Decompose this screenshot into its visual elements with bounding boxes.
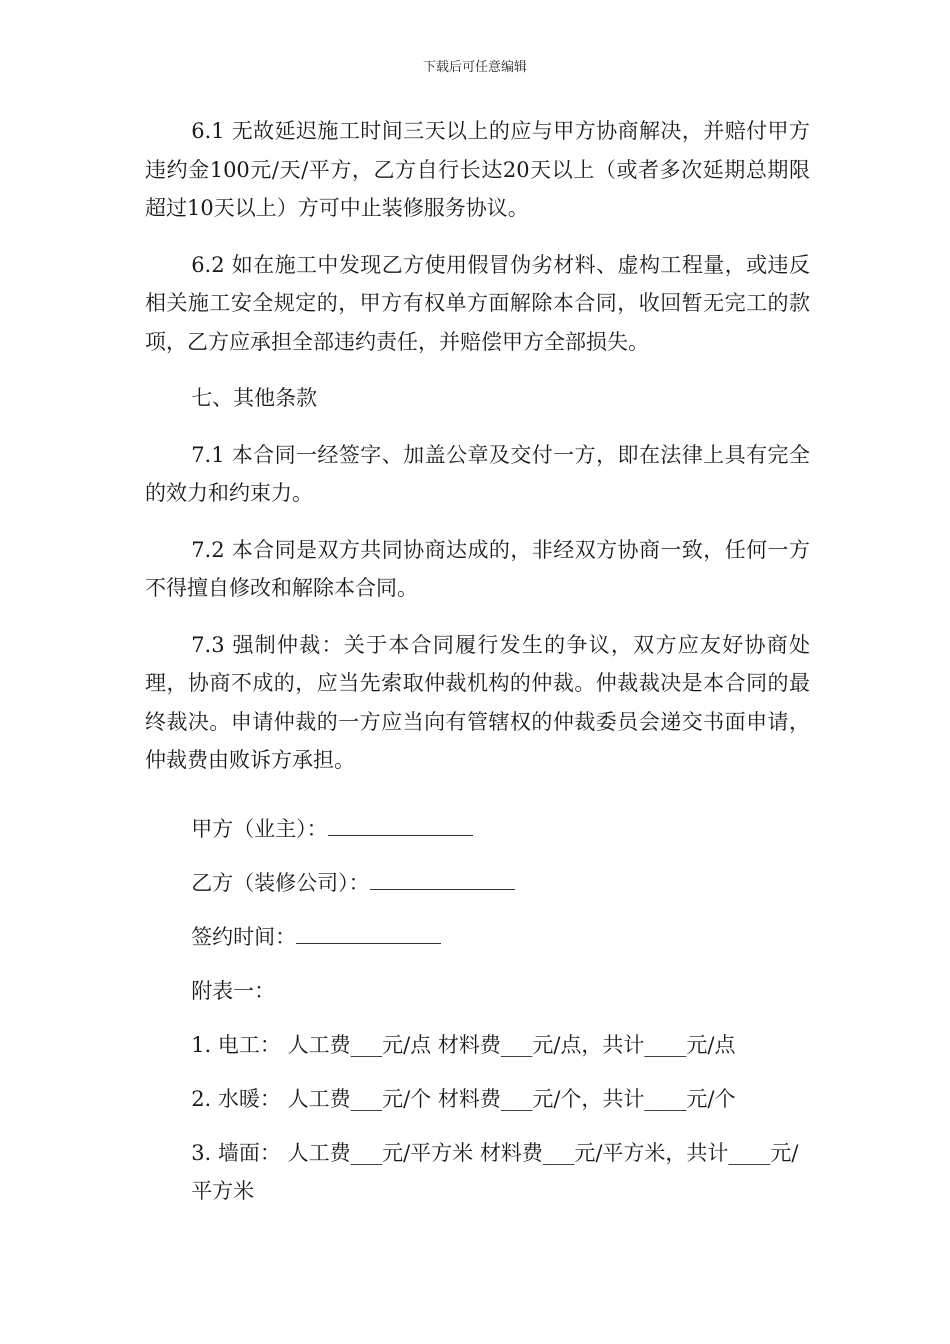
- page-header: 下载后可任意编辑: [422, 60, 527, 75]
- signature-party-a: [145, 802, 810, 856]
- document-body: [145, 112, 810, 1211]
- signature-party-b-blank: [370, 869, 515, 890]
- signature-date-blank: [296, 923, 441, 944]
- signature-party-b: [145, 856, 810, 910]
- clause-7-3: 7.3 强制仲裁：关于本合同履行发生的争议，双方应友好协商处理，协商不成的，应当先索取仲裁机构的仲裁。仲裁裁决是本合同的最终裁决。申请仲裁的一方应当向有管辖权的仲裁委员会递交书面申请，仲裁费由败诉方承担。: [145, 632, 810, 772]
- signature-party-a-blank: [328, 815, 473, 836]
- clause-6-1: 6.1 无故延迟施工时间三天以上的应与甲方协商解决，并赔付甲方违约金100元/天/平方，乙方自行长达20天以上（或者多次延期总期限超过10天以上）方可中止装修服务协议。: [145, 119, 810, 220]
- appendix-title: 附表一：: [191, 978, 276, 1003]
- signature-party-a-label: 甲方（业主）：: [191, 816, 328, 841]
- appendix-item-electrical: 1. 电工： 人工费___元/点 材料费___元/点，共计____元/点: [191, 1032, 736, 1057]
- clause-6-2: 6.2 如在施工中发现乙方使用假冒伪劣材料、虚构工程量，或违反相关施工安全规定的，甲方有权单方面解除本合同，收回暂无完工的款项，乙方应承担全部违约责任，并赔偿甲方全部损失。: [145, 252, 810, 354]
- signature-party-b-label: 乙方（装修公司）：: [191, 870, 370, 895]
- signature-date-label: 签约时间：: [191, 924, 297, 949]
- appendix-item-plumbing: 2. 水暖： 人工费___元/个 材料费___元/个，共计____元/个: [191, 1086, 736, 1111]
- section-heading-other-terms: 七、其他条款: [191, 386, 318, 410]
- signature-date: [145, 910, 810, 964]
- appendix-item-walls: 3. 墙面： 人工费___元/平方米 材料费___元/平方米，共计____元/平方米: [191, 1140, 799, 1203]
- clause-7-2: 7.2 本合同是双方共同协商达成的，非经双方协商一致，任何一方不得擅自修改和解除本合同。: [145, 537, 810, 600]
- clause-7-1: 7.1 本合同一经签字、加盖公章及交付一方，即在法律上具有完全的效力和约束力。: [145, 442, 810, 505]
